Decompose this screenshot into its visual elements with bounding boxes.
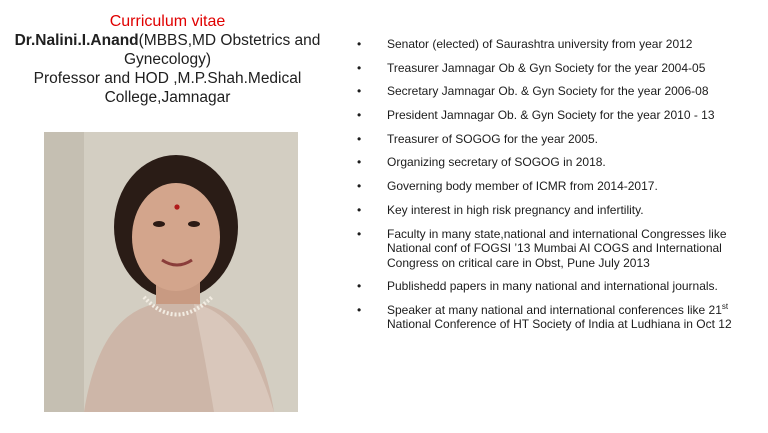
cv-title: Curriculum vitae — [109, 13, 226, 30]
position: Professor and HOD ,M.P.Shah.Medical College,Jamnagar — [33, 70, 302, 106]
list-item: • Secretary Jamnagar Ob. & Gyn Society for the year 2006-08 — [357, 84, 709, 99]
list-item: • Speaker at many national and international conferences like 21st National Conference of HT Society of India at Ludhiana in Oct 12 — [357, 301, 732, 332]
portrait-photo-icon — [44, 132, 298, 412]
bullet-list-panel — [355, 37, 735, 341]
bullet-list — [355, 37, 735, 332]
list-item: • Treasurer Jamnagar Ob & Gyn Society for the year 2004-05 — [357, 60, 706, 75]
list-item: • Treasurer of SOGOG for the year 2005. — [357, 131, 598, 146]
list-item: • Governing body member of ICMR from 2014-2017. — [357, 179, 658, 194]
list-item: • Publishedd papers in many national and international journals. — [357, 279, 718, 294]
qualifications: (MBBS,MD Obstetrics and Gynecology) — [123, 32, 321, 68]
list-item: • Senator (elected) of Saurashtra university from year 2012 — [357, 37, 693, 51]
list-item: • President Jamnagar Ob. & Gyn Society for the year 2010 - 13 — [357, 108, 715, 123]
list-item: • Organizing secretary of SOGOG in 2018. — [357, 155, 606, 170]
list-item: • Key interest in high risk pregnancy and infertility. — [357, 202, 644, 217]
doctor-name: Dr.Nalini.I.Anand — [14, 32, 139, 49]
header-block — [0, 12, 335, 107]
portrait-photo — [44, 132, 298, 412]
name-and-qualifications — [0, 31, 335, 107]
list-item: • Faculty in many state,national and international Congresses like National conf of FOGSI ’13 Mumbai AI COGS and International Congress on critical care in Obst, Pune July 2013 — [357, 226, 727, 270]
